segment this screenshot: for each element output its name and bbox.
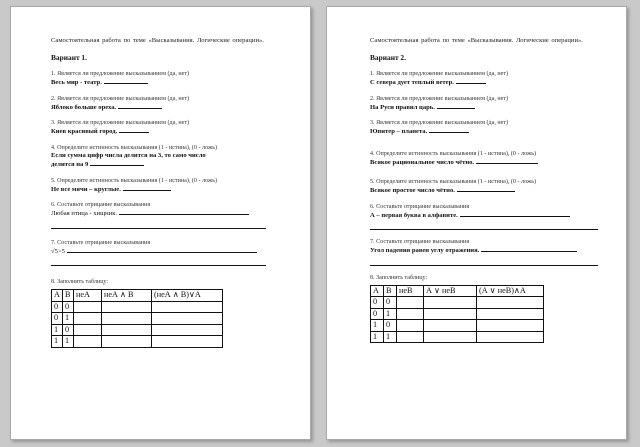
empty-cell[interactable] (424, 331, 477, 343)
empty-cell[interactable] (74, 324, 102, 336)
task-statement: Не все мячи – круглые. (51, 185, 121, 193)
table-row (371, 297, 544, 309)
header-cell: неВ (397, 285, 424, 297)
answer-blank[interactable] (90, 160, 144, 166)
task-8 (370, 274, 606, 344)
page-content (370, 37, 606, 350)
table-row (52, 324, 223, 336)
task-7 (51, 239, 290, 267)
cell-b: 0 (63, 301, 74, 313)
task-question: 5. Определите истинность высказывания (1 - истина), (0 - ложь) (51, 177, 217, 184)
task-statement: Всякое рациональное число чётно. (370, 158, 475, 166)
answer-blank[interactable] (481, 246, 577, 252)
task-statement: Любая птица - хищник. (51, 210, 118, 217)
task-2 (370, 95, 606, 113)
cell-a: 1 (371, 331, 384, 343)
page-content (51, 37, 290, 355)
header-cell: (неА ∧ В)∨А (152, 290, 223, 302)
task-statement: Яблоко больше ореха. (51, 103, 117, 111)
worksheet-title: Самостоятельная работа по теме «Высказывания. Логические операции». (370, 37, 583, 44)
empty-cell[interactable] (424, 297, 477, 309)
answer-line[interactable] (370, 256, 598, 266)
task-question: 4. Определите истинность высказывания (1 - истина), (0 - ложь) (370, 150, 536, 157)
answer-blank[interactable] (429, 127, 469, 133)
cell-a: 1 (52, 336, 63, 348)
empty-cell[interactable] (152, 313, 223, 325)
empty-cell[interactable] (477, 308, 544, 320)
answer-blank[interactable] (67, 247, 257, 253)
table-row (371, 331, 544, 343)
task-6 (370, 203, 606, 231)
table-row (371, 320, 544, 332)
task-question: 1. Является ли предложение высказыванием (да, нет) (51, 71, 190, 77)
task-statement-continued: делится на 9 (51, 161, 89, 168)
task-4 (370, 150, 606, 168)
task-statement: Киев красивый город. (51, 128, 118, 135)
task-statement: √5>5 (51, 247, 65, 255)
answer-blank[interactable] (118, 103, 162, 109)
empty-cell[interactable] (397, 320, 424, 332)
task-statement: Если сумма цифр числа делится на 3, то само число (51, 151, 206, 159)
empty-cell[interactable] (424, 320, 477, 332)
cell-b: 1 (63, 336, 74, 348)
header-cell: А (371, 285, 384, 297)
task-statement: Всякое простое число чётно. (370, 187, 455, 194)
task-7 (370, 238, 606, 266)
task-statement: На Руси правил царь. (370, 103, 435, 111)
cell-a: 0 (52, 301, 63, 313)
empty-cell[interactable] (424, 308, 477, 320)
answer-line[interactable] (51, 256, 266, 266)
task-5 (51, 177, 290, 195)
empty-cell[interactable] (152, 336, 223, 348)
task-1 (370, 70, 606, 88)
task-3 (370, 119, 606, 137)
empty-cell[interactable] (397, 331, 424, 343)
table-row (371, 308, 544, 320)
answer-blank[interactable] (104, 78, 148, 84)
empty-cell[interactable] (102, 336, 152, 348)
cell-a: 0 (371, 297, 384, 309)
task-statement: С севера дует теплый ветер. (370, 79, 454, 86)
header-cell: (А ∨ неВ)∧А (477, 285, 544, 297)
cell-b: 1 (384, 308, 397, 320)
answer-line[interactable] (51, 219, 266, 229)
task-question: 3. Является ли предложение высказыванием (да, нет) (51, 120, 190, 126)
answer-line[interactable] (370, 220, 598, 230)
header-cell: В (63, 290, 74, 302)
empty-cell[interactable] (74, 313, 102, 325)
table-label: 8. Заполнить таблицу: (370, 274, 428, 281)
answer-blank[interactable] (119, 127, 149, 133)
variant-heading: Вариант 2. (370, 53, 406, 62)
answer-blank[interactable] (119, 209, 249, 215)
task-8 (51, 278, 290, 348)
answer-blank[interactable] (460, 211, 570, 217)
answer-blank[interactable] (123, 185, 171, 191)
task-question: 3. Является ли предложение высказыванием (да, нет) (370, 120, 509, 126)
cell-b: 0 (384, 320, 397, 332)
variant-heading: Вариант 1. (51, 53, 87, 62)
empty-cell[interactable] (102, 313, 152, 325)
task-4 (51, 144, 290, 170)
cell-b: 1 (384, 331, 397, 343)
cell-a: 0 (371, 308, 384, 320)
truth-table (51, 289, 223, 348)
cell-b: 1 (63, 313, 74, 325)
answer-blank[interactable] (456, 78, 486, 84)
task-statement: Весь мир - театр. (51, 79, 102, 86)
empty-cell[interactable] (74, 336, 102, 348)
task-5 (370, 178, 606, 196)
empty-cell[interactable] (102, 324, 152, 336)
header-cell: неА (74, 290, 102, 302)
task-question: 7. Составьте отрицание высказывания (370, 239, 470, 245)
header-cell: В (384, 285, 397, 297)
answer-blank[interactable] (457, 186, 515, 192)
empty-cell[interactable] (397, 308, 424, 320)
answer-blank[interactable] (476, 158, 538, 164)
empty-cell[interactable] (74, 301, 102, 313)
task-question: 2. Является ли предложение высказыванием (да, нет) (370, 95, 509, 102)
table-label: 8. Заполнить таблицу: (51, 279, 109, 285)
task-2 (51, 95, 290, 113)
task-question: 6. Составьте отрицание высказывания (51, 202, 151, 208)
truth-table (370, 285, 544, 344)
empty-cell[interactable] (477, 297, 544, 309)
header-cell: А (52, 290, 63, 302)
cell-a: 1 (52, 324, 63, 336)
task-question: 1. Является ли предложение высказыванием (да, нет) (370, 71, 509, 77)
table-row (52, 336, 223, 348)
cell-a: 0 (52, 313, 63, 325)
task-1 (51, 70, 290, 88)
worksheet-page-variant-1 (10, 6, 311, 440)
task-question: 7. Составьте отрицание высказывания (51, 239, 151, 246)
table-row (52, 313, 223, 325)
task-question: 5. Определите истинность высказывания (1 - истина), (0 - ложь) (370, 179, 536, 185)
answer-blank[interactable] (437, 103, 475, 109)
header-cell: А ∨ неВ (424, 285, 477, 297)
task-question: 4. Определите истинность высказывания (1 - истина), (0 - ложь) (51, 144, 217, 151)
task-statement: Угол падения равен углу отражения. (370, 247, 480, 254)
worksheet-page-variant-2 (326, 6, 627, 440)
cell-a: 1 (371, 320, 384, 332)
worksheet-title: Самостоятельная работа по теме «Высказывания. Логические операции». (51, 37, 264, 44)
task-3 (51, 119, 290, 137)
cell-b: 0 (384, 297, 397, 309)
task-question: 2. Является ли предложение высказыванием (да, нет) (51, 95, 190, 102)
empty-cell[interactable] (477, 331, 544, 343)
empty-cell[interactable] (477, 320, 544, 332)
task-statement: А – первая буква в алфавите. (370, 211, 458, 219)
empty-cell[interactable] (152, 301, 223, 313)
task-statement: Юпитер – планета. (370, 128, 428, 135)
table-row (52, 301, 223, 313)
empty-cell[interactable] (397, 297, 424, 309)
empty-cell[interactable] (152, 324, 223, 336)
cell-b: 0 (63, 324, 74, 336)
task-question: 6. Составьте отрицание высказывания (370, 203, 470, 210)
task-6 (51, 201, 290, 229)
header-cell: неА ∧ В (102, 290, 152, 302)
empty-cell[interactable] (102, 301, 152, 313)
